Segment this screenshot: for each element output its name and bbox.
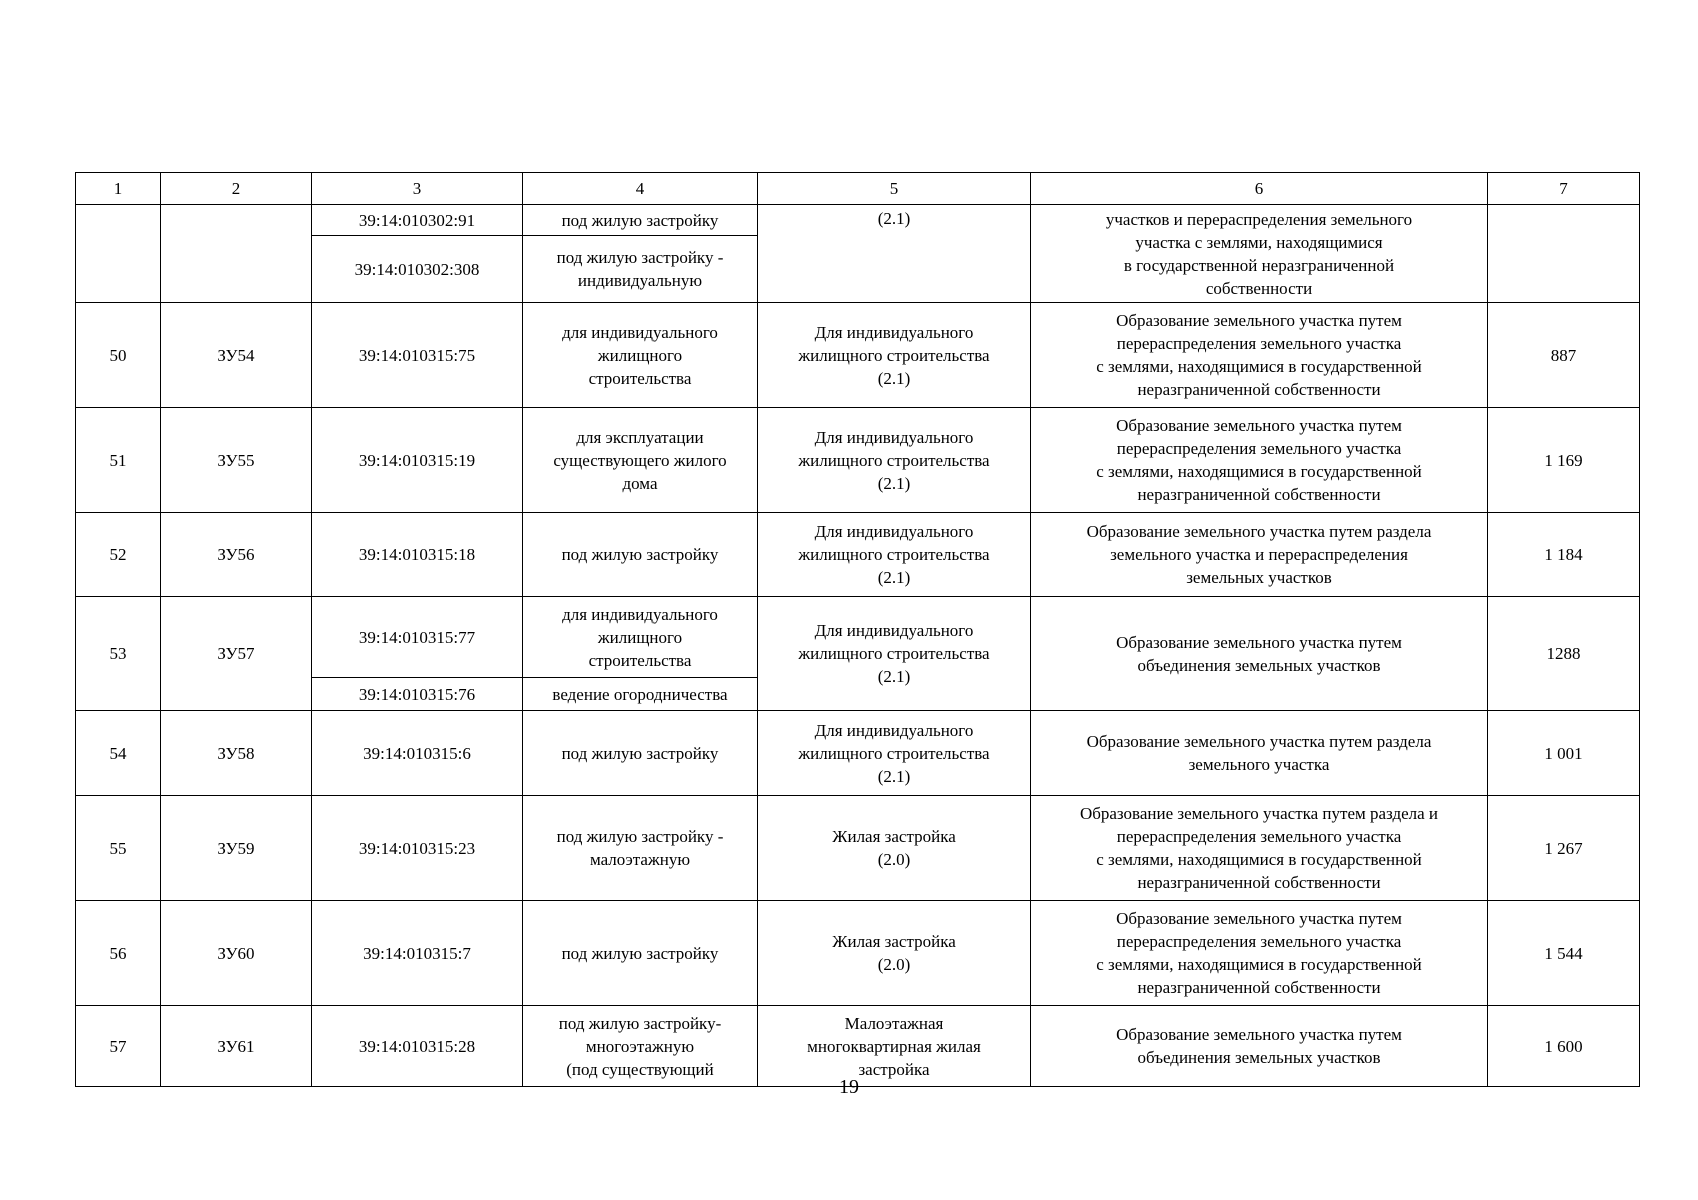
- formation-method: Образование земельного участка путем перераспределения земельного участка с землями, находящимися в государственной неразграниченной собственности: [1031, 408, 1488, 513]
- zu-designation: ЗУ58: [161, 711, 312, 796]
- cadastral-number: 39:14:010315:23: [312, 796, 523, 901]
- row-number: 57: [76, 1006, 161, 1087]
- permitted-use: для эксплуатации существующего жилого дома: [523, 408, 758, 513]
- area-cell: [1488, 205, 1640, 303]
- cadastral-number: 39:14:010315:76: [312, 678, 523, 711]
- permitted-use: под жилую застройку: [523, 205, 758, 236]
- row-number: 56: [76, 901, 161, 1006]
- column-header-2: 2: [161, 173, 312, 205]
- permitted-use: ведение огородничества: [523, 678, 758, 711]
- row-number: 51: [76, 408, 161, 513]
- area-sqm: 1 001: [1488, 711, 1640, 796]
- permitted-use: под жилую застройку - малоэтажную: [523, 796, 758, 901]
- row-number: 54: [76, 711, 161, 796]
- area-sqm: 1 184: [1488, 513, 1640, 597]
- area-sqm: 1 544: [1488, 901, 1640, 1006]
- table-row: [76, 901, 1640, 1006]
- permitted-use: для индивидуального жилищного строительства: [523, 303, 758, 408]
- vri-code: Жилая застройка (2.0): [758, 796, 1031, 901]
- formation-method: Образование земельного участка путем перераспределения земельного участка с землями, находящимися в государственной неразграниченной собственности: [1031, 303, 1488, 408]
- formation-method: Образование земельного участка путем раздела земельного участка: [1031, 711, 1488, 796]
- vri-code: Для индивидуального жилищного строительства (2.1): [758, 303, 1031, 408]
- continuation-row: [76, 205, 1640, 236]
- cadastral-number: 39:14:010315:77: [312, 597, 523, 678]
- vri-code: Для индивидуального жилищного строительства (2.1): [758, 408, 1031, 513]
- row-number: 52: [76, 513, 161, 597]
- table-row: [76, 513, 1640, 597]
- cadastral-number: 39:14:010315:18: [312, 513, 523, 597]
- vri-code: (2.1): [758, 205, 1031, 303]
- permitted-use: под жилую застройку- многоэтажную (под существующий: [523, 1006, 758, 1087]
- vri-code: Для индивидуального жилищного строительства (2.1): [758, 597, 1031, 711]
- area-sqm: 1288: [1488, 597, 1640, 711]
- cadastral-number: 39:14:010302:91: [312, 205, 523, 236]
- cadastral-number: 39:14:010315:19: [312, 408, 523, 513]
- cadastral-number: 39:14:010302:308: [312, 236, 523, 303]
- zu-designation: ЗУ56: [161, 513, 312, 597]
- row-number: 53: [76, 597, 161, 711]
- cadastral-number: 39:14:010315:75: [312, 303, 523, 408]
- cadastral-number: 39:14:010315:6: [312, 711, 523, 796]
- formation-method: Образование земельного участка путем раздела и перераспределения земельного участка с землями, находящимися в государственной неразграниченной собственности: [1031, 796, 1488, 901]
- area-sqm: 1 267: [1488, 796, 1640, 901]
- formation-method: Образование земельного участка путем раздела земельного участка и перераспределения земельных участков: [1031, 513, 1488, 597]
- row-number: 50: [76, 303, 161, 408]
- zu-designation: ЗУ60: [161, 901, 312, 1006]
- table-row: [76, 597, 1640, 678]
- table-row: [76, 1006, 1640, 1087]
- zu-designation: ЗУ55: [161, 408, 312, 513]
- table-row: [76, 408, 1640, 513]
- permitted-use: под жилую застройку - индивидуальную: [523, 236, 758, 303]
- column-header-5: 5: [758, 173, 1031, 205]
- table-row: [76, 711, 1640, 796]
- permitted-use: под жилую застройку: [523, 513, 758, 597]
- table-row: [76, 796, 1640, 901]
- formation-method: участков и перераспределения земельного участка с землями, находящимися в государственной неразграниченной собственности: [1031, 205, 1488, 303]
- cadastral-number: 39:14:010315:28: [312, 1006, 523, 1087]
- header-row: [76, 173, 1640, 205]
- zu-designation: ЗУ54: [161, 303, 312, 408]
- land-plots-table: [75, 172, 1640, 1087]
- cadastral-number: 39:14:010315:7: [312, 901, 523, 1006]
- permitted-use: под жилую застройку: [523, 901, 758, 1006]
- continuation-zu-cell: [161, 205, 312, 303]
- column-header-1: 1: [76, 173, 161, 205]
- formation-method: Образование земельного участка путем объединения земельных участков: [1031, 1006, 1488, 1087]
- zu-designation: ЗУ61: [161, 1006, 312, 1087]
- area-sqm: 887: [1488, 303, 1640, 408]
- column-header-3: 3: [312, 173, 523, 205]
- column-header-6: 6: [1031, 173, 1488, 205]
- permitted-use: под жилую застройку: [523, 711, 758, 796]
- zu-designation: ЗУ59: [161, 796, 312, 901]
- vri-code: Малоэтажная многоквартирная жилая застройка: [758, 1006, 1031, 1087]
- vri-code: Для индивидуального жилищного строительства (2.1): [758, 711, 1031, 796]
- column-header-7: 7: [1488, 173, 1640, 205]
- permitted-use: для индивидуального жилищного строительства: [523, 597, 758, 678]
- row-number: 55: [76, 796, 161, 901]
- continuation-num-cell: [76, 205, 161, 303]
- column-header-4: 4: [523, 173, 758, 205]
- formation-method: Образование земельного участка путем объединения земельных участков: [1031, 597, 1488, 711]
- area-sqm: 1 600: [1488, 1006, 1640, 1087]
- page-number: 19: [839, 1076, 859, 1098]
- vri-code: Жилая застройка (2.0): [758, 901, 1031, 1006]
- zu-designation: ЗУ57: [161, 597, 312, 711]
- area-sqm: 1 169: [1488, 408, 1640, 513]
- vri-code: Для индивидуального жилищного строительства (2.1): [758, 513, 1031, 597]
- table-row: [76, 303, 1640, 408]
- formation-method: Образование земельного участка путем перераспределения земельного участка с землями, находящимися в государственной неразграниченной собственности: [1031, 901, 1488, 1006]
